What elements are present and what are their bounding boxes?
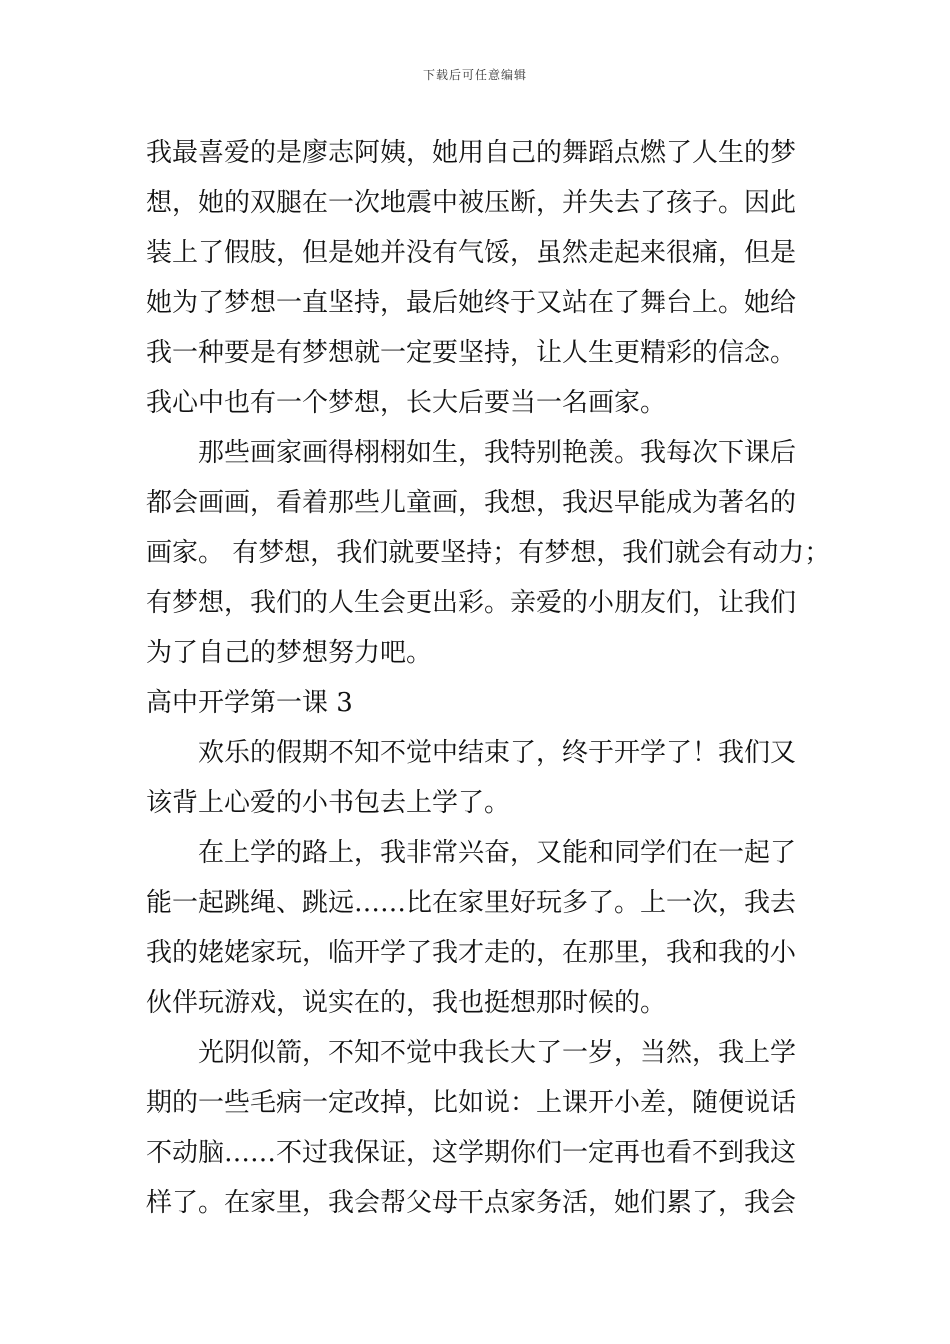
paragraph-first-line: 欢乐的假期不知不觉中结束了，终于开学了！我们又 — [198, 738, 797, 768]
text-line: 为了自己的梦想努力吧。 — [146, 638, 433, 668]
text-line: 我的姥姥家玩，临开学了我才走的，在那里，我和我的小 — [146, 938, 797, 968]
document-body — [146, 128, 831, 1228]
text-line: 画家。 有梦想，我们就要坚持；有梦想，我们就会有动力； — [146, 538, 831, 568]
text-line: 有梦想，我们的人生会更出彩。亲爱的小朋友们，让我们 — [146, 588, 797, 618]
text-line: 想，她的双腿在一次地震中被压断，并失去了孩子。因此 — [146, 188, 797, 218]
text-line: 该背上心爱的小书包去上学了。 — [146, 788, 511, 818]
text-line: 我最喜爱的是廖志阿姨，她用自己的舞蹈点燃了人生的梦 — [146, 138, 797, 168]
paragraph-first-line: 那些画家画得栩栩如生，我特别艳羡。我每次下课后 — [198, 438, 797, 468]
text-line: 伙伴玩游戏，说实在的，我也挺想那时候的。 — [146, 988, 667, 1018]
text-line: 期的一些毛病一定改掉，比如说：上课开小差，随便说话 — [146, 1088, 797, 1118]
paragraph-first-line: 光阴似箭，不知不觉中我长大了一岁，当然，我上学 — [198, 1038, 797, 1068]
page-header: 下载后可任意编辑 — [422, 68, 527, 82]
text-line: 装上了假肢，但是她并没有气馁，虽然走起来很痛，但是 — [146, 238, 797, 268]
text-line: 能一起跳绳、跳远……比在家里好玩多了。上一次，我去 — [146, 888, 797, 918]
text-line: 我一种要是有梦想就一定要坚持，让人生更精彩的信念。 — [146, 338, 797, 368]
text-line: 不动脑……不过我保证，这学期你们一定再也看不到我这 — [146, 1138, 797, 1168]
section-heading: 高中开学第一课 3 — [146, 688, 353, 718]
text-line: 她为了梦想一直坚持，最后她终于又站在了舞台上。她给 — [146, 288, 797, 318]
text-line: 我心中也有一个梦想，长大后要当一名画家。 — [146, 388, 667, 418]
paragraph-first-line: 在上学的路上，我非常兴奋，又能和同学们在一起了 — [198, 838, 797, 868]
text-line: 样了。在家里，我会帮父母干点家务活，她们累了，我会 — [146, 1188, 797, 1218]
text-line: 都会画画，看着那些儿童画，我想，我迟早能成为著名的 — [146, 488, 797, 518]
